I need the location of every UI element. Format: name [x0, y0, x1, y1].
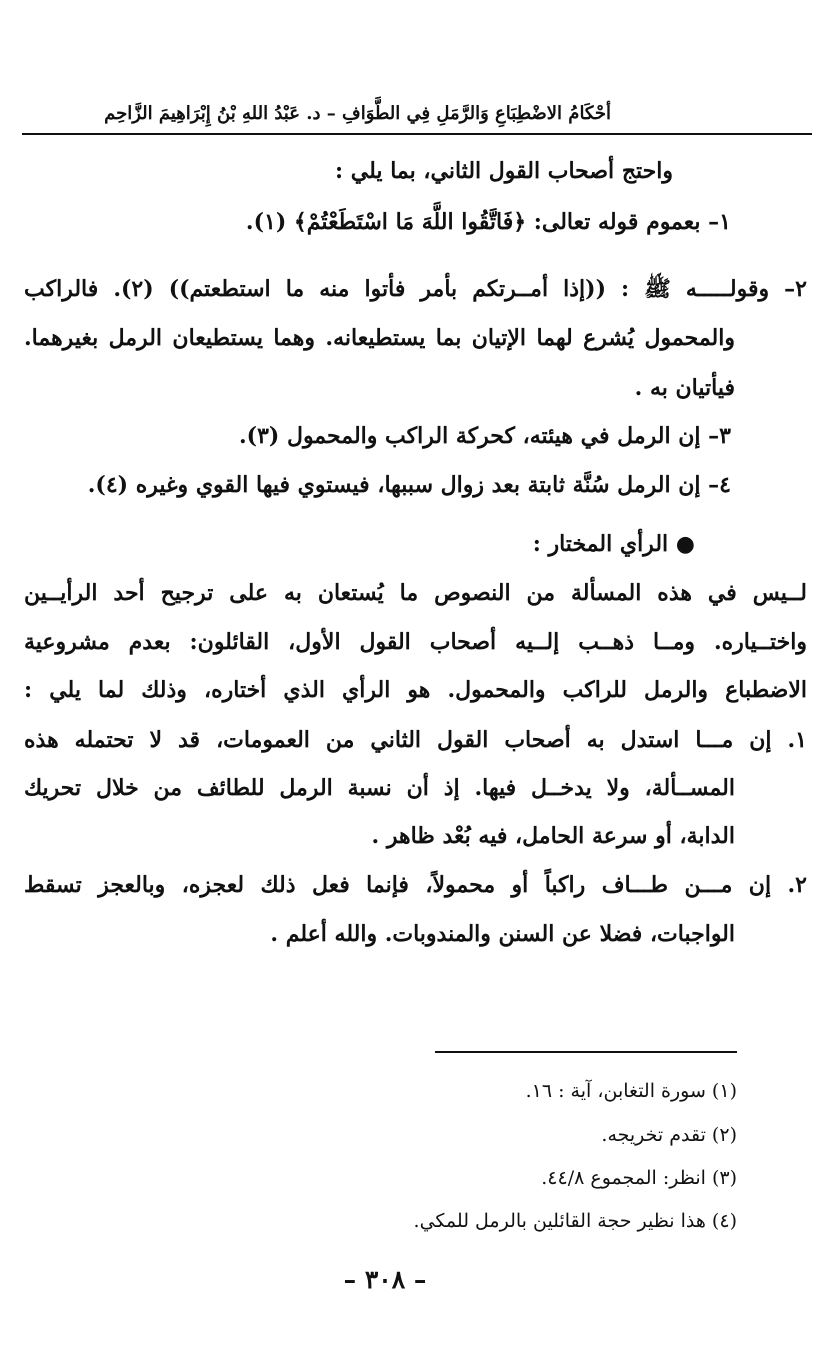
- reason-2-line-1: ٢. إن مـــن طـــاف راكباً أو محمولاً، فإنما فعل ذلك لعجزه، وبالعجز تسقط: [24, 872, 807, 898]
- conclusion-line-3: الاضطباع والرمل للراكب والمحمول. هو الرأي الذي أختاره، وذلك لما يلي :: [24, 677, 807, 703]
- reason-1-line-3: الدابة، أو سرعة الحامل، فيه بُعْد ظاهر .: [371, 823, 735, 849]
- footnote-1: (١) سورة التغابن، آية : ١٦.: [525, 1080, 737, 1102]
- argument-2-line-1: ٢– وقولـــــه ﷺ : ((إذا أمــرتكم بأمر فأتوا منه ما استطعتم)) (٢). فالراكب: [24, 276, 807, 302]
- argument-1: ١– بعموم قوله تعالى: ﴿فَاتَّقُوا اللَّهَ مَا اسْتَطَعْتُمْ﴾ (١).: [245, 209, 731, 235]
- argument-2-line-3: فيأتيان به .: [634, 375, 735, 401]
- section-heading: ● الرأي المختار :: [532, 531, 695, 557]
- reason-2-line-2: الواجبات، فضلا عن السنن والمندوبات. والله أعلم .: [270, 921, 735, 947]
- conclusion-line-1: لــيس في هذه المسألة من النصوص ما يُستعان به على ترجيح أحد الرأيــين: [24, 580, 807, 606]
- page-number: – ٣٠٨ –: [343, 1265, 427, 1294]
- header-rule: [22, 133, 812, 135]
- reason-1-line-1: ١. إن مـــا استدل به أصحاب القول الثاني من العمومات، قد لا تحتمله هذه: [24, 727, 807, 753]
- footnote-3: (٣) انظر: المجموع ٤٤/٨.: [541, 1167, 737, 1189]
- footnote-4: (٤) هذا نظير حجة القائلين بالرمل للمكي.: [413, 1210, 737, 1232]
- footnote-2: (٢) تقدم تخريجه.: [601, 1124, 737, 1146]
- argument-2-line-2: والمحمول يُشرع لهما الإتيان بما يستطيعانه. وهما يستطيعان الرمل بغيرهما.: [24, 325, 735, 351]
- argument-4: ٤– إن الرمل سُنَّة ثابتة بعد زوال سببها، فيستوي فيها القوي وغيره (٤).: [87, 472, 731, 498]
- reason-1-line-2: المســألة، ولا يدخــل فيها. إذ أن نسبة الرمل للطائف من خلال تحريك: [24, 775, 735, 801]
- running-header: أحْكَامُ الاضْطِبَاعِ وَالرَّمَلِ فِي الطَّوَافِ – د. عَبْدُ اللهِ بْنُ إِبْرَاهِيمَ الزَّاحِم: [104, 103, 611, 124]
- footnote-separator: [435, 1051, 737, 1053]
- intro-line: واحتج أصحاب القول الثاني، بما يلي :: [335, 158, 673, 184]
- conclusion-line-2: واختــياره. ومــا ذهــب إلــيه أصحاب القول الأول، القائلون: بعدم مشروعية: [24, 629, 807, 655]
- argument-3: ٣– إن الرمل في هيئته، كحركة الراكب والمحمول (٣).: [238, 423, 731, 449]
